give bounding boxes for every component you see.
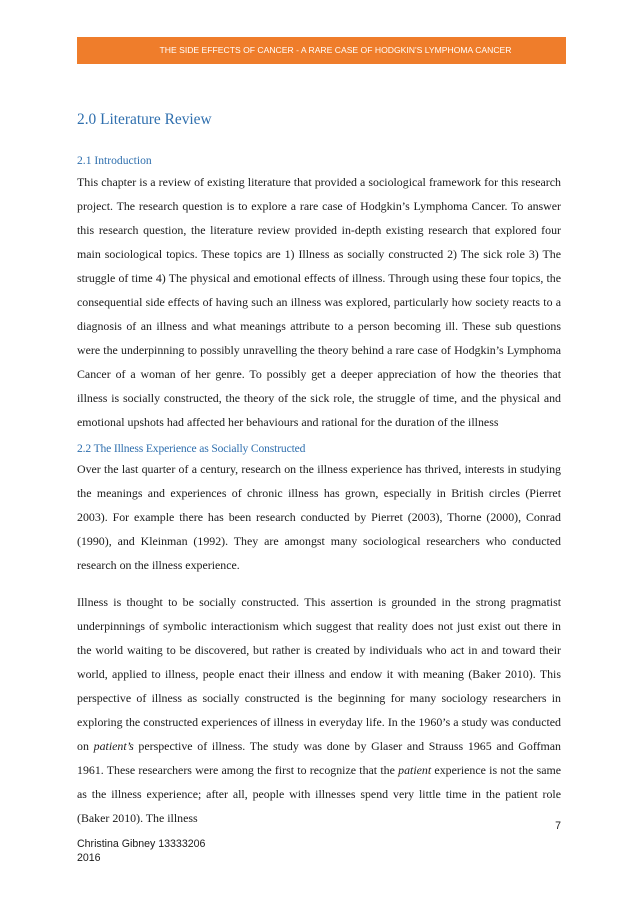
- paragraph-text: perspective of illness. The study was done by Glaser and Strauss 1965 and Goffman 1961. These researchers were among the first to recognize that the: [77, 739, 561, 777]
- running-header-title: THE SIDE EFFECTS OF CANCER - A RARE CASE OF HODGKIN'S LYMPHOMA CANCER: [159, 45, 512, 55]
- running-header: [77, 37, 566, 64]
- subsection-heading-illness-experience: 2.2 The Illness Experience as Socially Constructed: [77, 442, 306, 455]
- paragraph-text: experience is not the same as the illness experience; after all, people with illnesses spend very little time in the patient role (Baker 2010). The illness: [77, 763, 562, 825]
- subsection-heading-introduction: 2.1 Introduction: [77, 154, 152, 167]
- footer-author: Christina Gibney 13333206: [77, 838, 206, 850]
- introduction-paragraph: This chapter is a review of existing literature that provided a sociological framework for this research project. The research question is to explore a rare case of Hodgkin’s Lymphoma Cancer. To answer this research question, the literature review provided in-depth existing research that explored four main sociological topics. These topics are 1) Illness as socially constructed 2) The sick role 3) The struggle of time 4) The physical and emotional effects of illness. Through using these four topics, the consequential side effects of having such an illness was explored, particularly how society reacts to a diagnosis of an illness and what meanings attribute to a person becoming ill. These sub questions were the underpinning to possibly unravelling the theory behind a rare case of Hodgkin’s Lymphoma Cancer of a woman of her genre. To possibly get a deeper appreciation of how the theories that illness is socially constructed, the theory of the sick role, the struggle of time, and the physical and emotional upshots had affected her behaviours and rational for the duration of the illness: [77, 175, 561, 429]
- paragraph-text: Illness is thought to be socially constructed. This assertion is grounded in the strong pragmatist underpinnings of symbolic interactionism which suggest that reality does not just exist out there in the world waiting to be discovered, but rather is created by individuals who act in and toward their world, applied to illness, people enact their illness and endow it with meaning (Baker 2010). This perspective of illness as socially constructed is the beginning for many sociology researchers in exploring the constructed experiences of illness in everyday life. In the 1960’s a study was conducted on: [77, 595, 561, 753]
- footer-year: 2016: [77, 852, 101, 864]
- section-title: 2.0 Literature Review: [77, 111, 212, 128]
- page-body: [77, 110, 561, 830]
- page-number: 7: [555, 820, 561, 832]
- italic-term: patient: [398, 763, 432, 777]
- illness-experience-paragraph-2: [77, 590, 561, 830]
- illness-experience-paragraph-1: Over the last quarter of a century, research on the illness experience has thrived, interests in studying the meanings and experiences of chronic illness has grown, especially in British circles (Pierret 2003). For example there has been research conducted by Pierret (2003), Thorne (2000), Conrad (1990), and Kleinman (1992). They are amongst many sociological researchers who conducted research on the illness experience.: [77, 462, 561, 572]
- italic-term: patient’s: [93, 739, 134, 753]
